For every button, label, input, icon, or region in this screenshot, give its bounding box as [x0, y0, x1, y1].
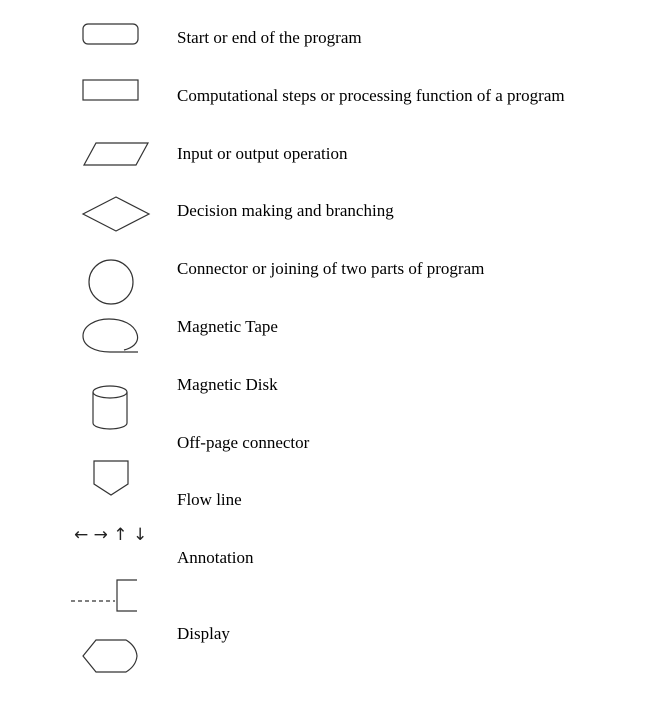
label-terminal: Start or end of the program — [177, 28, 362, 47]
label-display: Display — [177, 624, 230, 643]
connector-symbol-icon — [89, 260, 133, 304]
flow-line-arrows-icon: ← → ↑ ↓ — [74, 525, 148, 545]
annotation-symbol-icon — [71, 580, 137, 611]
label-decision: Decision making and branching — [177, 201, 394, 220]
decision-symbol-icon — [83, 197, 149, 231]
label-off-page-connector: Off-page connector — [177, 433, 310, 452]
magnetic-tape-symbol-icon — [83, 319, 138, 352]
off-page-connector-symbol-icon — [94, 461, 128, 495]
label-annotation: Annotation — [177, 548, 254, 567]
label-input-output: Input or output operation — [177, 144, 348, 163]
display-symbol-icon — [83, 640, 137, 672]
label-magnetic-tape: Magnetic Tape — [177, 317, 278, 336]
process-symbol-icon — [83, 80, 138, 100]
label-process: Computational steps or processing function of a program — [177, 86, 565, 105]
label-connector: Connector or joining of two parts of program — [177, 259, 485, 278]
magnetic-disk-symbol-icon — [93, 386, 127, 429]
terminal-symbol-icon — [83, 24, 138, 44]
label-flow-line: Flow line — [177, 490, 242, 509]
label-magnetic-disk: Magnetic Disk — [177, 375, 278, 394]
input-output-symbol-icon — [84, 143, 148, 165]
